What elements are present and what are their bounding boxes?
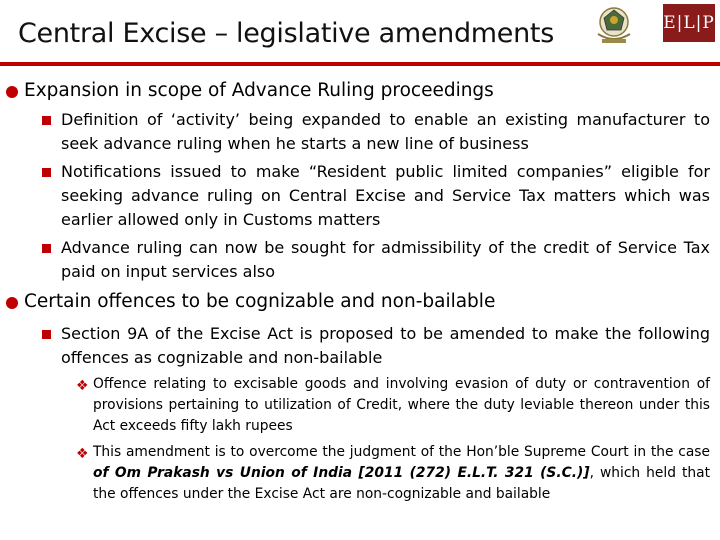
sub-list-item [76,374,710,437]
list-item [42,108,710,156]
section-heading-text: Certain offences to be cognizable and non-bailable [24,291,496,312]
emblem-logo-icon [590,4,638,48]
diamond-bullet-icon: ❖ [76,446,89,462]
list-item [42,160,710,232]
sub-list-item-pre: This amendment is to overcome the judgment of the Hon’ble Supreme Court in the case [93,444,710,460]
list-item-text: Section 9A of the Excise Act is proposed to be amended to make the following offences as cognizable and non-bailable [61,324,710,367]
circle-bullet-icon [6,86,18,98]
sub-list-item-text: Offence relating to excisable goods and involving evasion of duty or contravention of provisions pertaining to utilization of Credit, where the duty leviable thereon under this Act exceeds fifty lakh rupees [93,376,710,434]
slide-title: Central Excise – legislative amendments [18,18,554,49]
circle-bullet-icon [6,297,18,309]
square-bullet-icon [42,330,51,339]
case-citation: of Om Prakash vs Union of India [2011 (272) E.L.T. 321 (S.C.)] [93,465,590,481]
section-heading-advance-ruling [6,80,494,101]
diamond-bullet-icon: ❖ [76,378,89,394]
list-item-text: Notifications issued to make “Resident public limited companies” eligible for seeking advance ruling on Central Excise and Service Tax matters which was earlier allowed only in Customs matters [61,162,710,229]
title-divider [0,62,720,66]
list-item [42,322,710,370]
list-item-text: Advance ruling can now be sought for admissibility of the credit of Service Tax paid on input services also [61,238,710,281]
list-item [42,236,710,284]
list-item-text: Definition of ‘activity’ being expanded to enable an existing manufacturer to seek advance ruling when he starts a new line of business [61,110,710,153]
section-heading-offences [6,291,495,312]
square-bullet-icon [42,244,51,253]
section-heading-text: Expansion in scope of Advance Ruling proceedings [24,80,494,101]
square-bullet-icon [42,116,51,125]
sub-list-item-post: , which held that the offences under the Excise Act are non-cognizable and bailable [93,465,710,502]
elp-logo: E|L|P [663,4,715,42]
sub-list-item [76,442,710,505]
square-bullet-icon [42,168,51,177]
sub-list-item-text [93,442,710,505]
